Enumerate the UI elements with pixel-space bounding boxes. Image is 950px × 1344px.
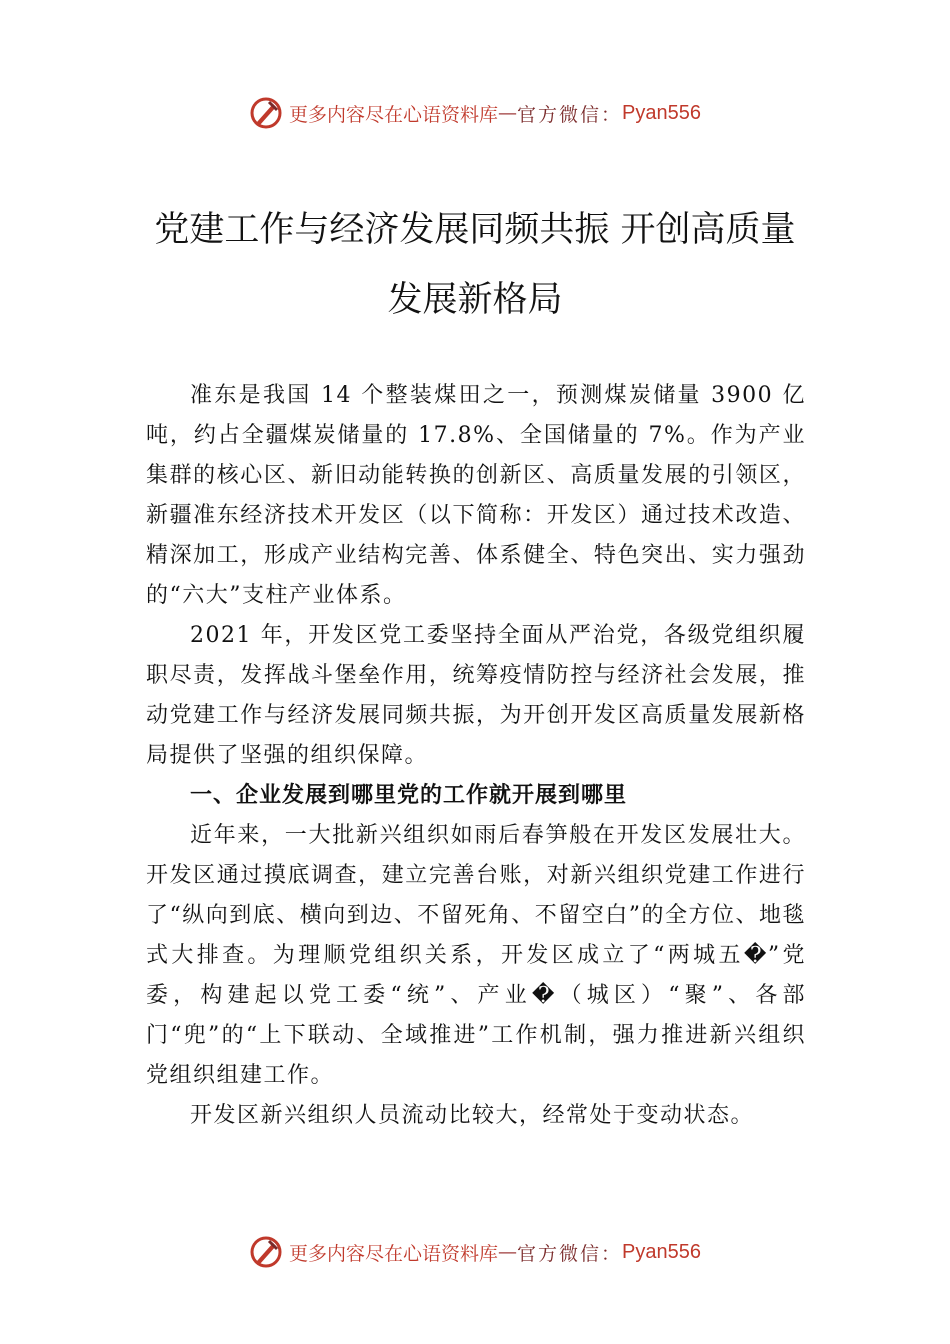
banner-text: 更多内容尽在心语资料库 (289, 1242, 499, 1265)
document-title (100, 195, 850, 335)
footer-banner (0, 1232, 950, 1272)
paragraph-3: 近年来，一大批新兴组织如雨后春笋般在开发区发展壮大。开发区通过摸底调查，建立完善台账，对新兴组织党建工作进行了“纵向到底、横向到边、不留死角、不留空白”的全方位、地毯式大排查。为理顺党组织关系，开发区成立了“两城五�”党委，构建起以党工委“统”、产业�（城区）“聚”、各部门“兜”的“上下联动、全域推进”工作机制，强力推进新兴组织党组织组建工作。 (146, 823, 806, 1088)
banner-separator: — (498, 102, 518, 124)
banner-wechat-id: Pyan556 (622, 101, 701, 124)
title-line-1: 党建工作与经济发展同频共振 开创高质量 (154, 210, 796, 250)
banner-separator: — (498, 1241, 518, 1263)
paragraph-4: 开发区新兴组织人员流动比较大，经常处于变动状态。 (190, 1103, 755, 1128)
paragraph-2: 2021 年，开发区党工委坚持全面从严治党，各级党组织履职尽责，发挥战斗堡垒作用，统筹疫情防控与经济社会发展，推动党建工作与经济发展同频共振，为开创开发区高质量发展新格局提供了坚强的组织保障。 (146, 623, 806, 768)
pen-logo-icon (249, 96, 283, 130)
banner-wechat-id: Pyan556 (622, 1240, 701, 1263)
document-body (146, 376, 806, 1136)
banner-wechat-label: 官方微信： (517, 103, 623, 126)
title-line-2: 发展新格局 (387, 280, 563, 320)
banner-wechat-label: 官方微信： (517, 1242, 623, 1265)
pen-logo-icon (249, 1235, 283, 1269)
paragraph-1: 准东是我国 14 个整装煤田之一，预测煤炭储量 3900 亿吨，约占全疆煤炭储量的 17.8%、全国储量的 7%。作为产业集群的核心区、新旧动能转换的创新区、高质量发展的引领区，新疆准东经济技术开发区（以下简称：开发区）通过技术改造、精深加工，形成产业结构完善、体系健全、特色突出、实力强劲的“六大”支柱产业体系。 (146, 383, 806, 608)
banner-text: 更多内容尽在心语资料库 (289, 103, 499, 126)
section-heading-1: 一、企业发展到哪里党的工作就开展到哪里 (190, 783, 628, 808)
header-banner (0, 93, 950, 133)
